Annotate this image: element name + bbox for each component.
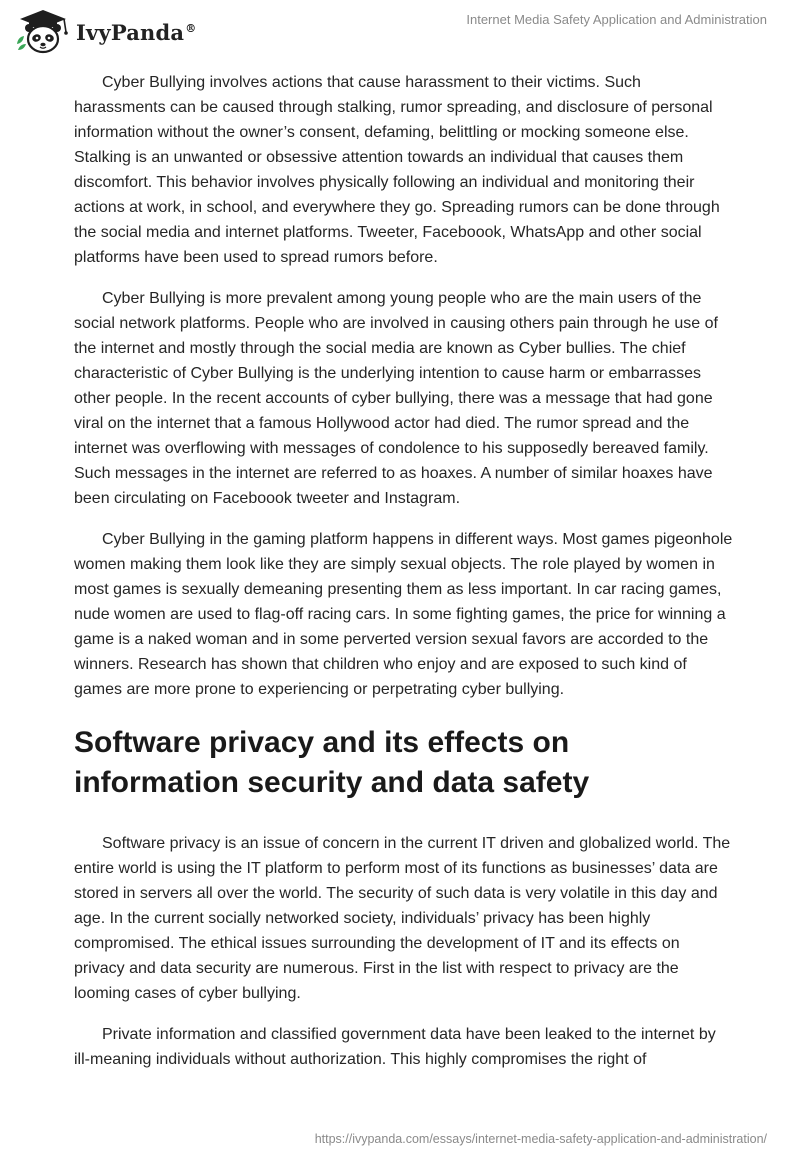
document-title: Internet Media Safety Application and Administration <box>466 12 767 27</box>
paragraph: Software privacy is an issue of concern in the current IT driven and globalized world. The entire world is using the IT platform to perform most of its functions as businesses’ data are stored in servers all over the world. The security of such data is very volatile in this day and age. In the current socially networked society, individuals’ privacy has been highly compromised. The ethical issues surrounding the development of IT and its effects on privacy and data security are numerous. First in the list with respect to privacy are the looming cases of cyber bullying. <box>74 835 731 1002</box>
page-header <box>0 0 800 60</box>
paragraph: Cyber Bullying is more prevalent among young people who are the main users of the social network platforms. People who are involved in causing others pain through he use of the internet and mostly through the social media are known as Cyber bullies. The chief characteristic of Cyber Bullying is the underlying intention to cause harm or embarrasses other people. In the recent accounts of cyber bullying, there was a message that had gone viral on the internet that a famous Hollywood actor had died. The rumor spread and the internet was overflowing with messages of condolence to his supposedly bereaved family. Such messages in the internet are referred to as hoaxes. A number of similar hoaxes have been circulating on Faceboook tweeter and Instagram. <box>74 290 718 507</box>
paragraph: Cyber Bullying involves actions that cause harassment to their victims. Such harassments can be caused through stalking, rumor spreading, and disclosure of personal information without the owner’s consent, defaming, belittling or mocking someone else. Stalking is an unwanted or obsessive attention towards an individual that causes them discomfort. This behavior involves physically following an individual and monitoring their actions at work, in school, and everywhere they go. Spreading rumors can be done through the social media and internet platforms. Tweeter, Faceboook, WhatsApp and other social platforms have been used to spread rumors before. <box>74 74 720 266</box>
logo-wordmark: IvyPanda® <box>76 19 197 45</box>
essay-body <box>74 70 734 1088</box>
section-heading: Software privacy and its effects on information security and data safety <box>74 726 590 799</box>
paragraph: Cyber Bullying in the gaming platform happens in different ways. Most games pigeonhole women making them look like they are simply sexual objects. The role played by women in most games is sexually demeaning presenting them as less important. In car racing games, nude women are used to flag-off racing cars. In some fighting games, the price for winning a game is a naked woman and in some perverted version sexual favors are accorded to the winners. Research has shown that children who enjoy and are exposed to such kind of games are more prone to experiencing or perpetrating cyber bullying. <box>74 531 733 698</box>
source-url[interactable]: https://ivypanda.com/essays/internet-media-safety-application-and-administration/ <box>314 1132 767 1146</box>
paragraph: Private information and classified government data have been leaked to the internet by ill-meaning individuals without authorization. This highly compromises the right of <box>74 1026 716 1068</box>
panda-graduate-icon <box>14 8 72 56</box>
ivypanda-logo[interactable] <box>14 8 196 56</box>
